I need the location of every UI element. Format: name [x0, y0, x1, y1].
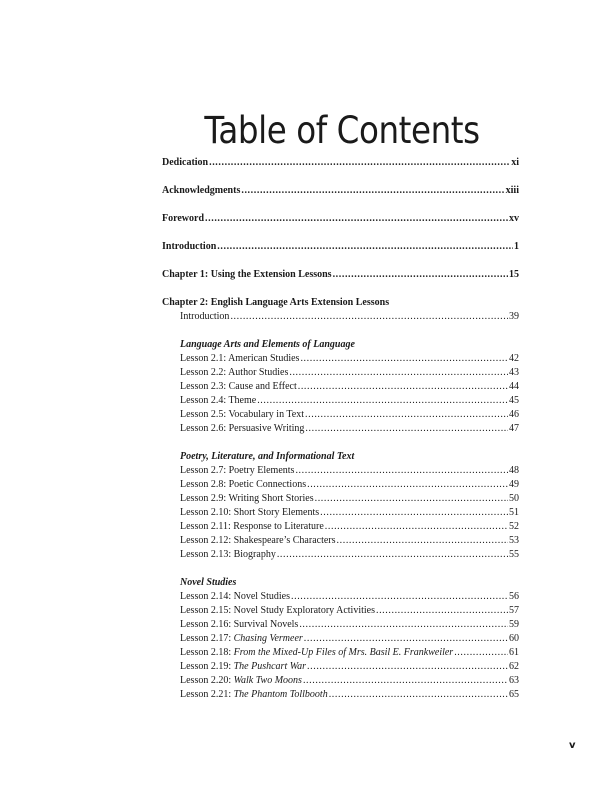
dot-leader [454, 646, 508, 660]
toc-entry-chapter-2-introduction [180, 310, 519, 324]
dot-leader [295, 464, 508, 478]
toc-entry-page: xiii [505, 185, 519, 196]
toc-entry-page: 59 [509, 619, 519, 630]
toc-lesson-entry [180, 646, 519, 660]
dot-leader [209, 156, 510, 170]
lesson-title: The Pushcart War [233, 661, 307, 672]
toc-lesson-entry [180, 380, 519, 394]
lesson-number: Lesson 2.14: [180, 591, 234, 602]
toc-entry-page: 53 [509, 535, 519, 546]
toc-lesson-entry [180, 688, 519, 702]
toc-entry-label [180, 520, 324, 534]
lesson-number: Lesson 2.9: [180, 493, 229, 504]
lesson-number: Lesson 2.8: [180, 479, 229, 490]
toc-entry-page: 52 [509, 521, 519, 532]
toc-entry-label [180, 422, 304, 436]
dot-leader [277, 548, 508, 562]
dot-leader [257, 394, 508, 408]
toc-entry-page: 63 [509, 675, 519, 686]
dot-leader [205, 212, 508, 226]
toc-entry-page: 15 [509, 269, 519, 280]
toc-entry-page: 1 [514, 241, 519, 252]
dot-leader [291, 590, 508, 604]
page-title: Table of Contents [204, 108, 480, 152]
toc-entry-page: xi [511, 157, 519, 168]
toc-lesson-entry [180, 660, 519, 674]
toc-entry-foreword [162, 212, 519, 226]
toc-entry-page: 51 [509, 507, 519, 518]
toc-lesson-entry [180, 604, 519, 618]
toc-entry-label [180, 590, 290, 604]
lesson-number: Lesson 2.2: [180, 367, 229, 378]
lesson-number: Lesson 2.6: [180, 423, 229, 434]
toc-lesson-entry [180, 478, 519, 492]
dot-leader [320, 506, 508, 520]
toc-entry-page: 50 [509, 493, 519, 504]
toc-entry-label [180, 646, 453, 660]
lesson-title: Shakespeare’s Characters [233, 535, 336, 546]
toc-entry-label [180, 674, 302, 688]
toc-entry-label: Acknowledgments [162, 185, 241, 196]
dot-leader [304, 632, 508, 646]
toc-entry-page: 47 [509, 423, 519, 434]
toc-entry-page: 57 [509, 605, 519, 616]
toc-lesson-entry [180, 520, 519, 534]
dot-leader [299, 618, 508, 632]
toc-entry-label [180, 548, 276, 562]
lesson-number: Lesson 2.16: [180, 619, 234, 630]
lesson-title: Short Story Elements [233, 507, 320, 518]
lesson-number: Lesson 2.20: [180, 675, 234, 686]
dot-leader [305, 422, 508, 436]
toc-entry-label [180, 352, 299, 366]
toc-entry-label [180, 660, 306, 674]
toc-lesson-entry [180, 352, 519, 366]
toc-lesson-entry [180, 618, 519, 632]
toc-entry-page: 39 [509, 311, 519, 322]
lesson-title: Persuasive Writing [228, 423, 305, 434]
toc-entry-label [180, 492, 314, 506]
toc-entry-page: 61 [509, 647, 519, 658]
lesson-number: Lesson 2.17: [180, 633, 234, 644]
dot-leader [230, 310, 508, 324]
lesson-number: Lesson 2.15: [180, 605, 234, 616]
toc-entry-label [180, 618, 298, 632]
dot-leader [217, 240, 513, 254]
lesson-title: Response to Literature [233, 521, 324, 532]
lesson-title: From the Mixed-Up Files of Mrs. Basil E. Frankweiler [233, 647, 454, 658]
toc-entry-label [180, 478, 306, 492]
toc-entry-label: Introduction [162, 241, 217, 252]
dot-leader [305, 408, 508, 422]
page-number: v [569, 740, 576, 751]
toc-entry-acknowledgments [162, 184, 519, 198]
toc-entry-page: 60 [509, 633, 519, 644]
toc-entry-label [180, 688, 328, 702]
lesson-title: Vocabulary in Text [228, 409, 305, 420]
toc-section-heading: Language Arts and Elements of Language [180, 339, 355, 350]
toc-section-heading: Novel Studies [180, 577, 237, 588]
dot-leader [300, 352, 508, 366]
lesson-title: Cause and Effect [228, 381, 297, 392]
toc-entry-label: Chapter 2: English Language Arts Extension Lessons [162, 297, 390, 308]
dot-leader [241, 184, 504, 198]
toc-entry-chapter-1 [162, 268, 519, 282]
toc-entry-label [180, 408, 304, 422]
toc-entry-label [180, 604, 375, 618]
toc-lesson-entry [180, 506, 519, 520]
toc-lesson-entry [180, 548, 519, 562]
lesson-title: Biography [233, 549, 276, 560]
toc-entry-label: Dedication [162, 157, 209, 168]
lesson-title: Novel Study Exploratory Activities [233, 605, 375, 616]
toc-lesson-entry [180, 464, 519, 478]
toc-entry-label [180, 534, 336, 548]
lesson-number: Lesson 2.7: [180, 465, 229, 476]
toc-entry-page: 43 [509, 367, 519, 378]
dot-leader [303, 674, 508, 688]
toc-entry-page: 56 [509, 591, 519, 602]
toc-lesson-entry [180, 590, 519, 604]
toc-entry-dedication [162, 156, 519, 170]
dot-leader [337, 534, 508, 548]
lesson-number: Lesson 2.12: [180, 535, 234, 546]
toc-chapter-2-title [162, 296, 519, 310]
toc-entry-label: Chapter 1: Using the Extension Lessons [162, 269, 332, 280]
lesson-number: Lesson 2.13: [180, 549, 234, 560]
toc-entry-page: 45 [509, 395, 519, 406]
dot-leader [307, 660, 508, 674]
toc-entry-page: 48 [509, 465, 519, 476]
toc-entry-page: 42 [509, 353, 519, 364]
lesson-title: Novel Studies [233, 591, 290, 602]
toc-entry-label [180, 394, 256, 408]
lesson-title: Chasing Vermeer [233, 633, 303, 644]
dot-leader [315, 492, 508, 506]
lesson-title: Poetry Elements [228, 465, 295, 476]
toc-entry-page: xv [509, 213, 519, 224]
lesson-title: Theme [228, 395, 257, 406]
lesson-title: Writing Short Stories [228, 493, 314, 504]
lesson-number: Lesson 2.1: [180, 353, 229, 364]
lesson-title: Walk Two Moons [233, 675, 302, 686]
lesson-title: Author Studies [228, 367, 289, 378]
lesson-number: Lesson 2.3: [180, 381, 229, 392]
lesson-title: Poetic Connections [228, 479, 307, 490]
lesson-title: The Phantom Tollbooth [233, 689, 328, 700]
toc-lesson-entry [180, 394, 519, 408]
dot-leader [329, 688, 508, 702]
toc-entry-page: 65 [509, 689, 519, 700]
dot-leader [333, 268, 508, 282]
toc-entry-label: Introduction [180, 311, 230, 322]
toc-entry-label [180, 632, 303, 646]
dot-leader [325, 520, 508, 534]
toc-entry-page: 44 [509, 381, 519, 392]
toc-entry-page: 49 [509, 479, 519, 490]
lesson-number: Lesson 2.10: [180, 507, 234, 518]
lesson-number: Lesson 2.18: [180, 647, 234, 658]
toc-lesson-entry [180, 422, 519, 436]
toc-entry-label [180, 506, 319, 520]
dot-leader [376, 604, 508, 618]
toc-lesson-entry [180, 632, 519, 646]
toc-lesson-entry [180, 534, 519, 548]
toc-lesson-entry [180, 408, 519, 422]
toc-entry-label [180, 380, 297, 394]
table-of-contents [162, 156, 519, 716]
lesson-number: Lesson 2.4: [180, 395, 229, 406]
toc-entry-page: 62 [509, 661, 519, 672]
dot-leader [289, 366, 508, 380]
toc-lesson-entry [180, 366, 519, 380]
toc-entry-label [180, 464, 294, 478]
lesson-number: Lesson 2.21: [180, 689, 234, 700]
toc-entry-label [180, 366, 288, 380]
lesson-number: Lesson 2.11: [180, 521, 234, 532]
lesson-title: Survival Novels [233, 619, 299, 630]
toc-lesson-entry [180, 674, 519, 688]
toc-section-heading: Poetry, Literature, and Informational Text [180, 451, 355, 462]
lesson-title: American Studies [228, 353, 300, 364]
toc-entry-page: 55 [509, 549, 519, 560]
toc-lesson-entry [180, 492, 519, 506]
toc-entry-label: Foreword [162, 213, 205, 224]
lesson-number: Lesson 2.5: [180, 409, 229, 420]
toc-entry-introduction [162, 240, 519, 254]
lesson-number: Lesson 2.19: [180, 661, 234, 672]
dot-leader [298, 380, 508, 394]
dot-leader [307, 478, 508, 492]
toc-entry-page: 46 [509, 409, 519, 420]
